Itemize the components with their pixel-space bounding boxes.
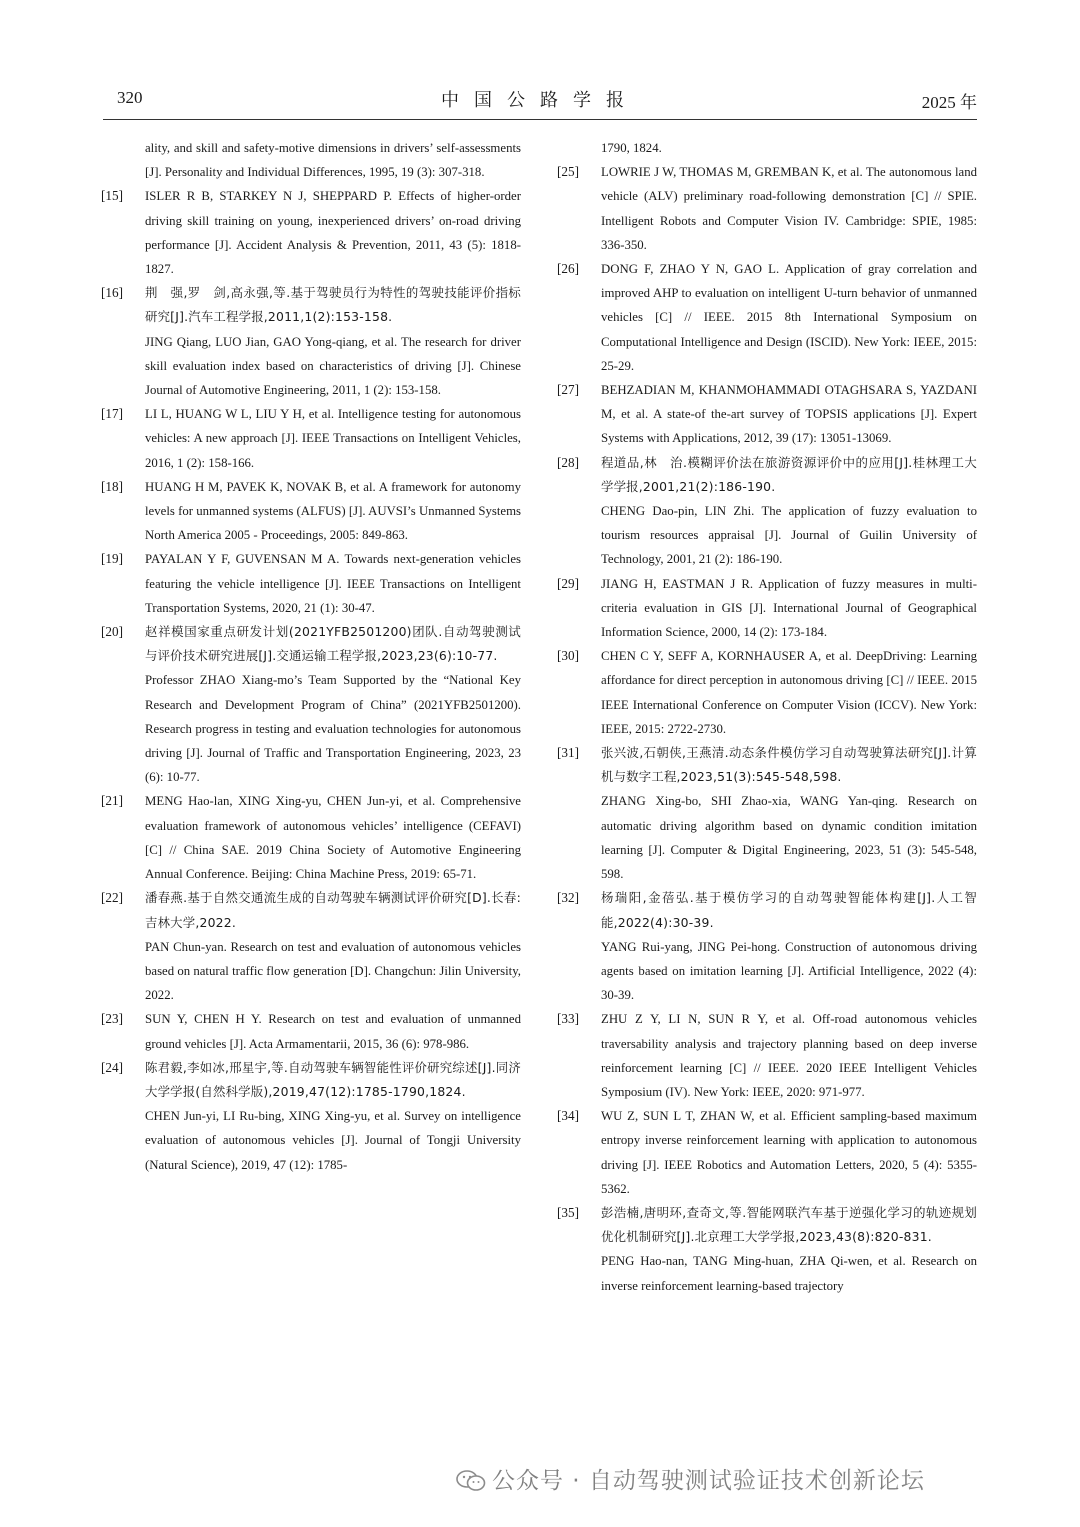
- reference-entry: [557, 1201, 977, 1298]
- reference-number: [27]: [557, 382, 579, 398]
- reference-number: [25]: [557, 164, 579, 180]
- reference-number: [28]: [557, 454, 579, 470]
- reference-text: CHENG Dao-pin, LIN Zhi. The application of fuzzy evaluation to tourism resources appraisal [J]. Journal of Guilin University of Technology, 2001, 21 (2): 186-190.: [601, 504, 977, 567]
- reference-text: JING Qiang, LUO Jian, GAO Yong-qiang, et al. The research for driver skill evaluation index based on characteristics of driving [J]. Chinese Journal of Automotive Engineering, 2011, 1 (2): 153-158.: [145, 334, 521, 398]
- reference-text: ISLER R B, STARKEY N J, SHEPPARD P. Effects of higher-order driving skill training on young, inexperienced drivers’ on-road driving performance [J]. Accident Analysis & Prevention, 2011, 43 (5): 1818-1827.: [145, 189, 521, 277]
- reference-entry: [101, 136, 521, 184]
- reference-text: CHEN C Y, SEFF A, KORNHAUSER A, et al. DeepDriving: Learning affordance for direct perception in autonomous driving [C] // IEEE. 2015 IEEE International Conference on Computer Vision (ICCV). New York: IEEE, 2015: 2722-2730.: [601, 649, 977, 736]
- reference-text: PENG Hao-nan, TANG Ming-huan, ZHA Qi-wen, et al. Research on inverse reinforcement learning-based trajectory: [601, 1254, 977, 1293]
- reference-number: [32]: [557, 890, 579, 906]
- reference-number: [34]: [557, 1108, 579, 1124]
- reference-entry: [101, 184, 521, 281]
- reference-text: 1790, 1824.: [601, 141, 662, 155]
- reference-number: [24]: [101, 1059, 123, 1075]
- header-rule: [103, 119, 977, 120]
- reference-entry: [101, 547, 521, 620]
- reference-text: ZHU Z Y, LI N, SUN R Y, et al. Off-road autonomous vehicles traversability analysis and trajectory planning based on deep inverse reinforcement learning [C] // IEEE. 2020 IEEE Intelligent Vehicles Symposium (IV). New York: IEEE, 2020: 971-977.: [601, 1012, 977, 1099]
- reference-text-chinese: 程道品,林 治.模糊评价法在旅游资源评价中的应用[J].桂林理工大学学报,2001,21(2):186-190.: [601, 454, 977, 494]
- reference-entry: [557, 136, 977, 160]
- reference-text: BEHZADIAN M, KHANMOHAMMADI OTAGHSARA S, YAZDANI M, et al. A state-of the-art survey of TOPSIS applications [J]. Expert Systems with Applications, 2012, 39 (17): 13051-13069.: [601, 383, 977, 446]
- reference-text: ZHANG Xing-bo, SHI Zhao-xia, WANG Yan-qing. Research on automatic driving algorithm based on dynamic condition imitation learning [J]. Computer & Digital Engineering, 2023, 51 (3): 545-548, 598.: [601, 794, 977, 882]
- reference-number: [17]: [101, 406, 123, 422]
- left-reference-column: [101, 136, 521, 1177]
- reference-number: [29]: [557, 575, 579, 591]
- reference-text: WU Z, SUN L T, ZHAN W, et al. Efficient sampling-based maximum entropy inverse reinforcement learning with application to autonomous driving [J]. IEEE Robotics and Automation Letters, 2020, 5 (4): 5355-5362.: [601, 1109, 977, 1196]
- journal-title: 中国公路学报: [441, 90, 639, 111]
- reference-entry: [101, 475, 521, 548]
- reference-number: [20]: [101, 624, 123, 640]
- reference-entry: [557, 1007, 977, 1104]
- reference-number: [22]: [101, 890, 123, 906]
- page-number: 320: [117, 88, 143, 107]
- reference-entry: [557, 1104, 977, 1201]
- reference-entry: [557, 257, 977, 378]
- reference-number: [33]: [557, 1011, 579, 1027]
- reference-number: [31]: [557, 745, 579, 761]
- reference-text: HUANG H M, PAVEK K, NOVAK B, et al. A framework for autonomy levels for unmanned systems (ALFUS) [J]. AUVSI’s Unmanned Systems North America 2005 - Proceedings, 2005: 849-863.: [145, 479, 521, 543]
- reference-number: [23]: [101, 1011, 123, 1027]
- reference-text-chinese: 潘春燕.基于自然交通流生成的自动驾驶车辆测试评价研究[D].长春:吉林大学,2022.: [145, 890, 521, 930]
- reference-number: [35]: [557, 1204, 579, 1220]
- reference-entry: [101, 789, 521, 886]
- reference-text: LI L, HUANG W L, LIU Y H, et al. Intelligence testing for autonomous vehicles: A new approach [J]. IEEE Transactions on Intelligent Vehicles, 2016, 1 (2): 158-166.: [145, 407, 521, 470]
- reference-number: [16]: [101, 285, 123, 301]
- reference-entry: [101, 281, 521, 402]
- reference-number: [21]: [101, 793, 123, 809]
- reference-entry: [557, 572, 977, 645]
- reference-text: ality, and skill and safety-motive dimensions in drivers’ self-assessments [J]. Personality and Individual Differences, 1995, 19 (3): 307-318.: [145, 141, 521, 180]
- reference-entry: [557, 378, 977, 451]
- reference-text: YANG Rui-yang, JING Pei-hong. Construction of autonomous driving agents based on imitation learning [J]. Artificial Intelligence, 2022 (4): 30-39.: [601, 939, 977, 1003]
- reference-text: CHEN Jun-yi, LI Ru-bing, XING Xing-yu, et al. Survey on intelligence evaluation of autonomous vehicles [J]. Journal of Tongji University (Natural Science), 2019, 47 (12): 1785-: [145, 1109, 521, 1172]
- publication-year: 2025 年: [921, 93, 977, 112]
- watermark-text: 公众号 · 自动驾驶测试验证技术创新论坛: [492, 1468, 925, 1494]
- reference-text-chinese: 陈君毅,李如冰,邢星宇,等.自动驾驶车辆智能性评价研究综述[J].同济大学学报(自然科学版),2019,47(12):1785-1790,1824.: [145, 1059, 521, 1099]
- watermark: [456, 1462, 925, 1495]
- reference-entry: [557, 644, 977, 741]
- page-header: [103, 86, 977, 114]
- reference-text: LOWRIE J W, THOMAS M, GREMBAN K, et al. The autonomous land vehicle (ALV) preliminary road-following demonstration [C] // SPIE. Intelligent Robots and Computer Vision IV. Cambridge: SPIE, 1985: 336-350.: [601, 165, 977, 252]
- reference-text: SUN Y, CHEN H Y. Research on test and evaluation of unmanned ground vehicles [J]. Acta Armamentarii, 2015, 36 (6): 978-986.: [145, 1012, 521, 1051]
- reference-number: [18]: [101, 478, 123, 494]
- reference-entry: [557, 886, 977, 1007]
- reference-text-chinese: 赵祥模国家重点研发计划(2021YFB2501200)团队.自动驾驶测试与评价技术研究进展[J].交通运输工程学报,2023,23(6):10-77.: [145, 624, 521, 664]
- reference-number: [15]: [101, 188, 123, 204]
- wechat-icon: [456, 1470, 486, 1492]
- reference-text: DONG F, ZHAO Y N, GAO L. Application of gray correlation and improved AHP to evaluation on intelligent U-turn behavior of unmanned vehicles [C] // IEEE. 2015 8th International Symposium on Computational Intelligence and Design (ISCID). New York: IEEE, 2015: 25-29.: [601, 262, 977, 373]
- reference-text-chinese: 荆 强,罗 剑,高永强,等.基于驾驶员行为特性的驾驶技能评价指标研究[J].汽车工程学报,2011,1(2):153-158.: [145, 285, 521, 325]
- reference-entry: [101, 620, 521, 789]
- reference-text: MENG Hao-lan, XING Xing-yu, CHEN Jun-yi, et al. Comprehensive evaluation framework of autonomous vehicles’ intelligence (CEFAVI) [C] // China SAE. 2019 China Society of Automotive Engineering Annual Conference. Beijing: China Machine Press, 2019: 65-71.: [145, 794, 521, 882]
- reference-number: [26]: [557, 261, 579, 277]
- reference-entry: [101, 1007, 521, 1055]
- reference-text-chinese: 张兴波,石朝侠,王燕清.动态条件模仿学习自动驾驶算法研究[J].计算机与数字工程,2023,51(3):545-548,598.: [601, 745, 977, 785]
- reference-entry: [557, 160, 977, 257]
- reference-entry: [101, 1056, 521, 1177]
- reference-entry: [557, 451, 977, 572]
- reference-number: [19]: [101, 551, 123, 567]
- right-reference-column: [557, 136, 977, 1298]
- reference-number: [30]: [557, 648, 579, 664]
- reference-entry: [101, 402, 521, 475]
- reference-text: Professor ZHAO Xiang-mo’s Team Supported by the “National Key Research and Development Program of China” (2021YFB2501200). Research progress in testing and evaluation technologies for autonomous driving [J]. Journal of Traffic and Transportation Engineering, 2023, 23 (6): 10-77.: [145, 673, 521, 785]
- reference-text: PAN Chun-yan. Research on test and evaluation of autonomous vehicles based on natural traffic flow generation [D]. Changchun: Jilin University, 2022.: [145, 939, 521, 1003]
- reference-text: PAYALAN Y F, GUVENSAN M A. Towards next-generation vehicles featuring the vehicle intelligence [J]. IEEE Transactions on Intelligent Transportation Systems, 2020, 21 (1): 30-47.: [145, 552, 521, 615]
- reference-text: JIANG H, EASTMAN J R. Application of fuzzy measures in multi-criteria evaluation in GIS [J]. International Journal of Geographical Information Science, 2000, 14 (2): 173-184.: [601, 576, 977, 640]
- reference-entry: [101, 886, 521, 1007]
- reference-text-chinese: 彭浩楠,唐明环,查奇文,等.智能网联汽车基于逆强化学习的轨迹规划优化机制研究[J].北京理工大学学报,2023,43(8):820-831.: [601, 1204, 977, 1245]
- reference-text-chinese: 杨瑞阳,金蓓弘.基于模仿学习的自动驾驶智能体构建[J].人工智能,2022(4):30-39.: [601, 890, 977, 930]
- reference-entry: [557, 741, 977, 886]
